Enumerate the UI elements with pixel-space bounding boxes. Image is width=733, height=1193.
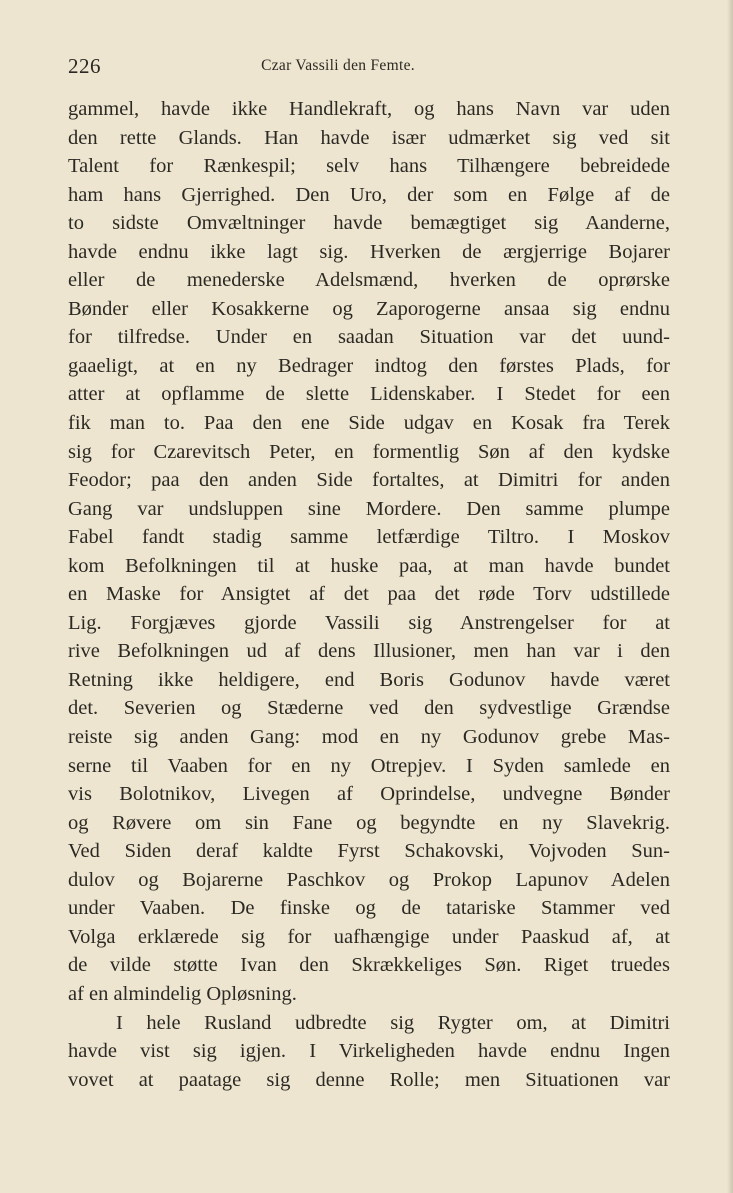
text-line: Talent for Rænkespil; selv hans Tilhængere bebreidede: [68, 155, 670, 178]
text-line: Feodor; paa den anden Side fortaltes, at Dimitri for anden: [68, 469, 670, 492]
text-line: rive Befolkningen ud af dens Illusioner, men han var i den: [68, 640, 670, 663]
text-line: en Maske for Ansigtet af det paa det røde Torv udstillede: [68, 583, 670, 606]
text-line: den rette Glands. Han havde især udmærket sig ved sit: [68, 126, 670, 149]
text-line: ham hans Gjerrighed. Den Uro, der som en Følge af de: [68, 183, 670, 206]
text-line: Ved Siden deraf kaldte Fyrst Schakovski, Vojvoden Sun-: [68, 840, 670, 863]
text-line: de vilde støtte Ivan den Skrækkeliges Søn. Riget truedes: [68, 954, 670, 977]
text-line: dulov og Bojarerne Paschkov og Prokop Lapunov Adelen: [68, 868, 670, 891]
text-line: under Vaaben. De finske og de tatariske Stammer ved: [68, 897, 670, 920]
text-line: Bønder eller Kosakkerne og Zaporogerne ansaa sig endnu: [68, 297, 670, 320]
text-line: Retning ikke heldigere, end Boris Godunov havde været: [68, 668, 670, 691]
text-line: fik man to. Paa den ene Side udgav en Kosak fra Terek: [68, 412, 670, 435]
text-line: for tilfredse. Under en saadan Situation var det uund-: [68, 326, 670, 349]
text-line: atter at opflamme de slette Lidenskaber. I Stedet for een: [68, 383, 670, 406]
text-line: I hele Rusland udbredte sig Rygter om, at Dimitri: [116, 1011, 670, 1034]
text-line: Volga erklærede sig for uafhængige under Paaskud af, at: [68, 925, 670, 948]
text-line: sig for Czarevitsch Peter, en formentlig Søn af den kydske: [68, 440, 670, 463]
text-line: serne til Vaaben for en ny Otrepjev. I Syden samlede en: [68, 754, 670, 777]
text-line: gammel, havde ikke Handlekraft, og hans Navn var uden: [68, 98, 670, 120]
text-line: havde endnu ikke lagt sig. Hverken de ærgjerrige Bojarer: [68, 240, 670, 263]
body-text: [68, 95, 670, 1094]
running-title: Czar Vassili den Femte.: [261, 57, 415, 74]
text-line: og Røvere om sin Fane og begyndte en ny Slavekrig.: [68, 811, 670, 834]
page-header: [68, 54, 668, 82]
text-line: vovet at paatage sig denne Rolle; men Situationen var: [68, 1068, 670, 1091]
page-number: 226: [68, 54, 101, 78]
text-line: kom Befolkningen til at huske paa, at man havde bundet: [68, 554, 670, 577]
text-line: Lig. Forgjæves gjorde Vassili sig Anstrengelser for at: [68, 611, 670, 634]
text-line: Gang var undsluppen sine Mordere. Den samme plumpe: [68, 497, 670, 520]
text-line: vis Bolotnikov, Livegen af Oprindelse, undvegne Bønder: [68, 783, 670, 806]
text-line: af en almindelig Opløsning.: [68, 982, 297, 1005]
text-line: reiste sig anden Gang: mod en ny Godunov grebe Mas-: [68, 726, 670, 749]
text-line: eller de menederske Adelsmænd, hverken de oprørske: [68, 269, 670, 292]
text-line: havde vist sig igjen. I Virkeligheden havde endnu Ingen: [68, 1040, 670, 1063]
page-edge-shadow: [727, 0, 733, 1193]
text-line: det. Severien og Stæderne ved den sydvestlige Grændse: [68, 697, 670, 720]
text-line: Fabel fandt stadig samme letfærdige Tiltro. I Moskov: [68, 526, 670, 549]
text-line: gaaeligt, at en ny Bedrager indtog den førstes Plads, for: [68, 354, 670, 377]
text-line: to sidste Omvæltninger havde bemægtiget sig Aanderne,: [68, 212, 670, 235]
